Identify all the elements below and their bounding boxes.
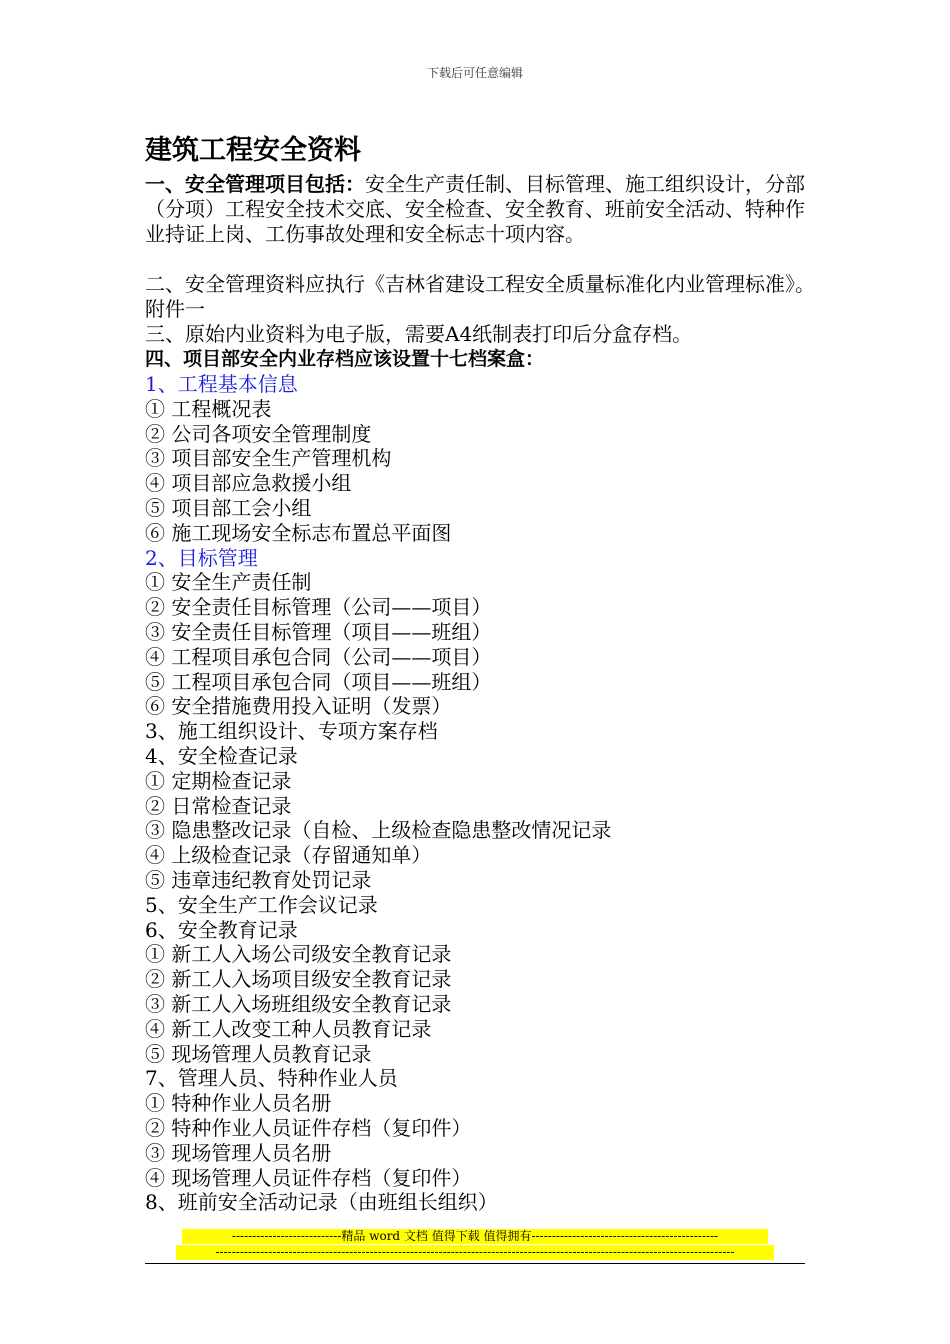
list-item: ④ 上级检查记录（存留通知单） [145,843,432,868]
list-item: ④ 工程项目承包合同（公司——项目） [145,644,492,669]
document-title: 建筑工程安全资料 [145,135,361,166]
list-item: ⑤ 项目部工会小组 [145,495,312,520]
list-item: ① 工程概况表 [145,396,272,421]
list-item: 3、施工组织设计、专项方案存档 [145,719,438,744]
footer-banner-text: ---------------------------精品 word 文档 值得下载 值得拥有---------------------------------------------- [182,1229,768,1244]
list-item: ③ 安全责任目标管理（项目——班组） [145,619,492,644]
list-item: ⑤ 现场管理人员教育记录 [145,1041,372,1066]
list-item: 7、管理人员、特种作业人员 [145,1066,398,1091]
list-item: ① 特种作业人员名册 [145,1091,332,1116]
list-item: ④ 项目部应急救援小组 [145,471,352,496]
section-heading: 1、工程基本信息 [145,372,298,396]
footer-dashes [0,1245,950,1264]
section-heading: 2、目标管理 [145,545,258,570]
list-item: 8、班前安全活动记录（由班组长组织） [145,1190,498,1215]
list-item: ① 安全生产责任制 [145,570,312,595]
footer-dashes-text: -------------------------------------------------------------------------------------------------------------------------------- [176,1245,774,1260]
paragraph-scope-lead: 一、安全管理项目包括： [145,172,365,196]
list-item: ② 安全责任目标管理（公司——项目） [145,595,492,620]
list-item: 5、安全生产工作会议记录 [145,892,378,917]
list-item: ② 公司各项安全管理制度 [145,421,372,446]
archive-item-list [145,372,815,1215]
list-item: ① 定期检查记录 [145,768,292,793]
list-item: ① 新工人入场公司级安全教育记录 [145,942,452,967]
list-item: ④ 新工人改变工种人员教育记录 [145,1016,432,1041]
list-item: ② 特种作业人员证件存档（复印件） [145,1115,472,1140]
document-body [145,132,815,1215]
list-item: 4、安全检查记录 [145,743,298,768]
list-item: ④ 现场管理人员证件存档（复印件） [145,1165,472,1190]
list-item: ② 日常检查记录 [145,793,292,818]
list-item: ③ 隐患整改记录（自检、上级检查隐患整改情况记录 [145,818,612,843]
list-item: ⑥ 安全措施费用投入证明（发票） [145,694,452,719]
paragraph-boxes-heading: 四、项目部安全内业存档应该设置十七档案盒： [145,348,545,370]
list-item: ⑤ 违章违纪教育处罚记录 [145,867,372,892]
paragraph-standard: 二、安全管理资料应执行《吉林省建设工程安全质量标准化内业管理标准》。附件一 [145,272,815,321]
paragraph-scope-text: 安全生产责任制、目标管理、施工组织设计，分部（分项）工程安全技术交底、安全检查、安全教育、班前安全活动、特种作业持证上岗、工伤事故处理和安全标志十项内容。 [145,172,805,246]
list-item: ③ 新工人入场班组级安全教育记录 [145,991,452,1016]
list-item: ③ 现场管理人员名册 [145,1140,332,1165]
paragraph-archive: 三、原始内业资料为电子版，需要A4纸制表打印后分盒存档。 [145,322,693,346]
list-item: ② 新工人入场项目级安全教育记录 [145,967,452,992]
list-item: 6、安全教育记录 [145,917,298,942]
footer-divider [145,1263,805,1264]
paragraph-scope [145,172,815,247]
list-item: ③ 项目部安全生产管理机构 [145,446,392,471]
blank-line [145,247,815,272]
page-header: 下载后可任意编辑 [426,66,523,80]
list-item: ⑥ 施工现场安全标志布置总平面图 [145,520,452,545]
list-item: ⑤ 工程项目承包合同（项目——班组） [145,669,492,694]
